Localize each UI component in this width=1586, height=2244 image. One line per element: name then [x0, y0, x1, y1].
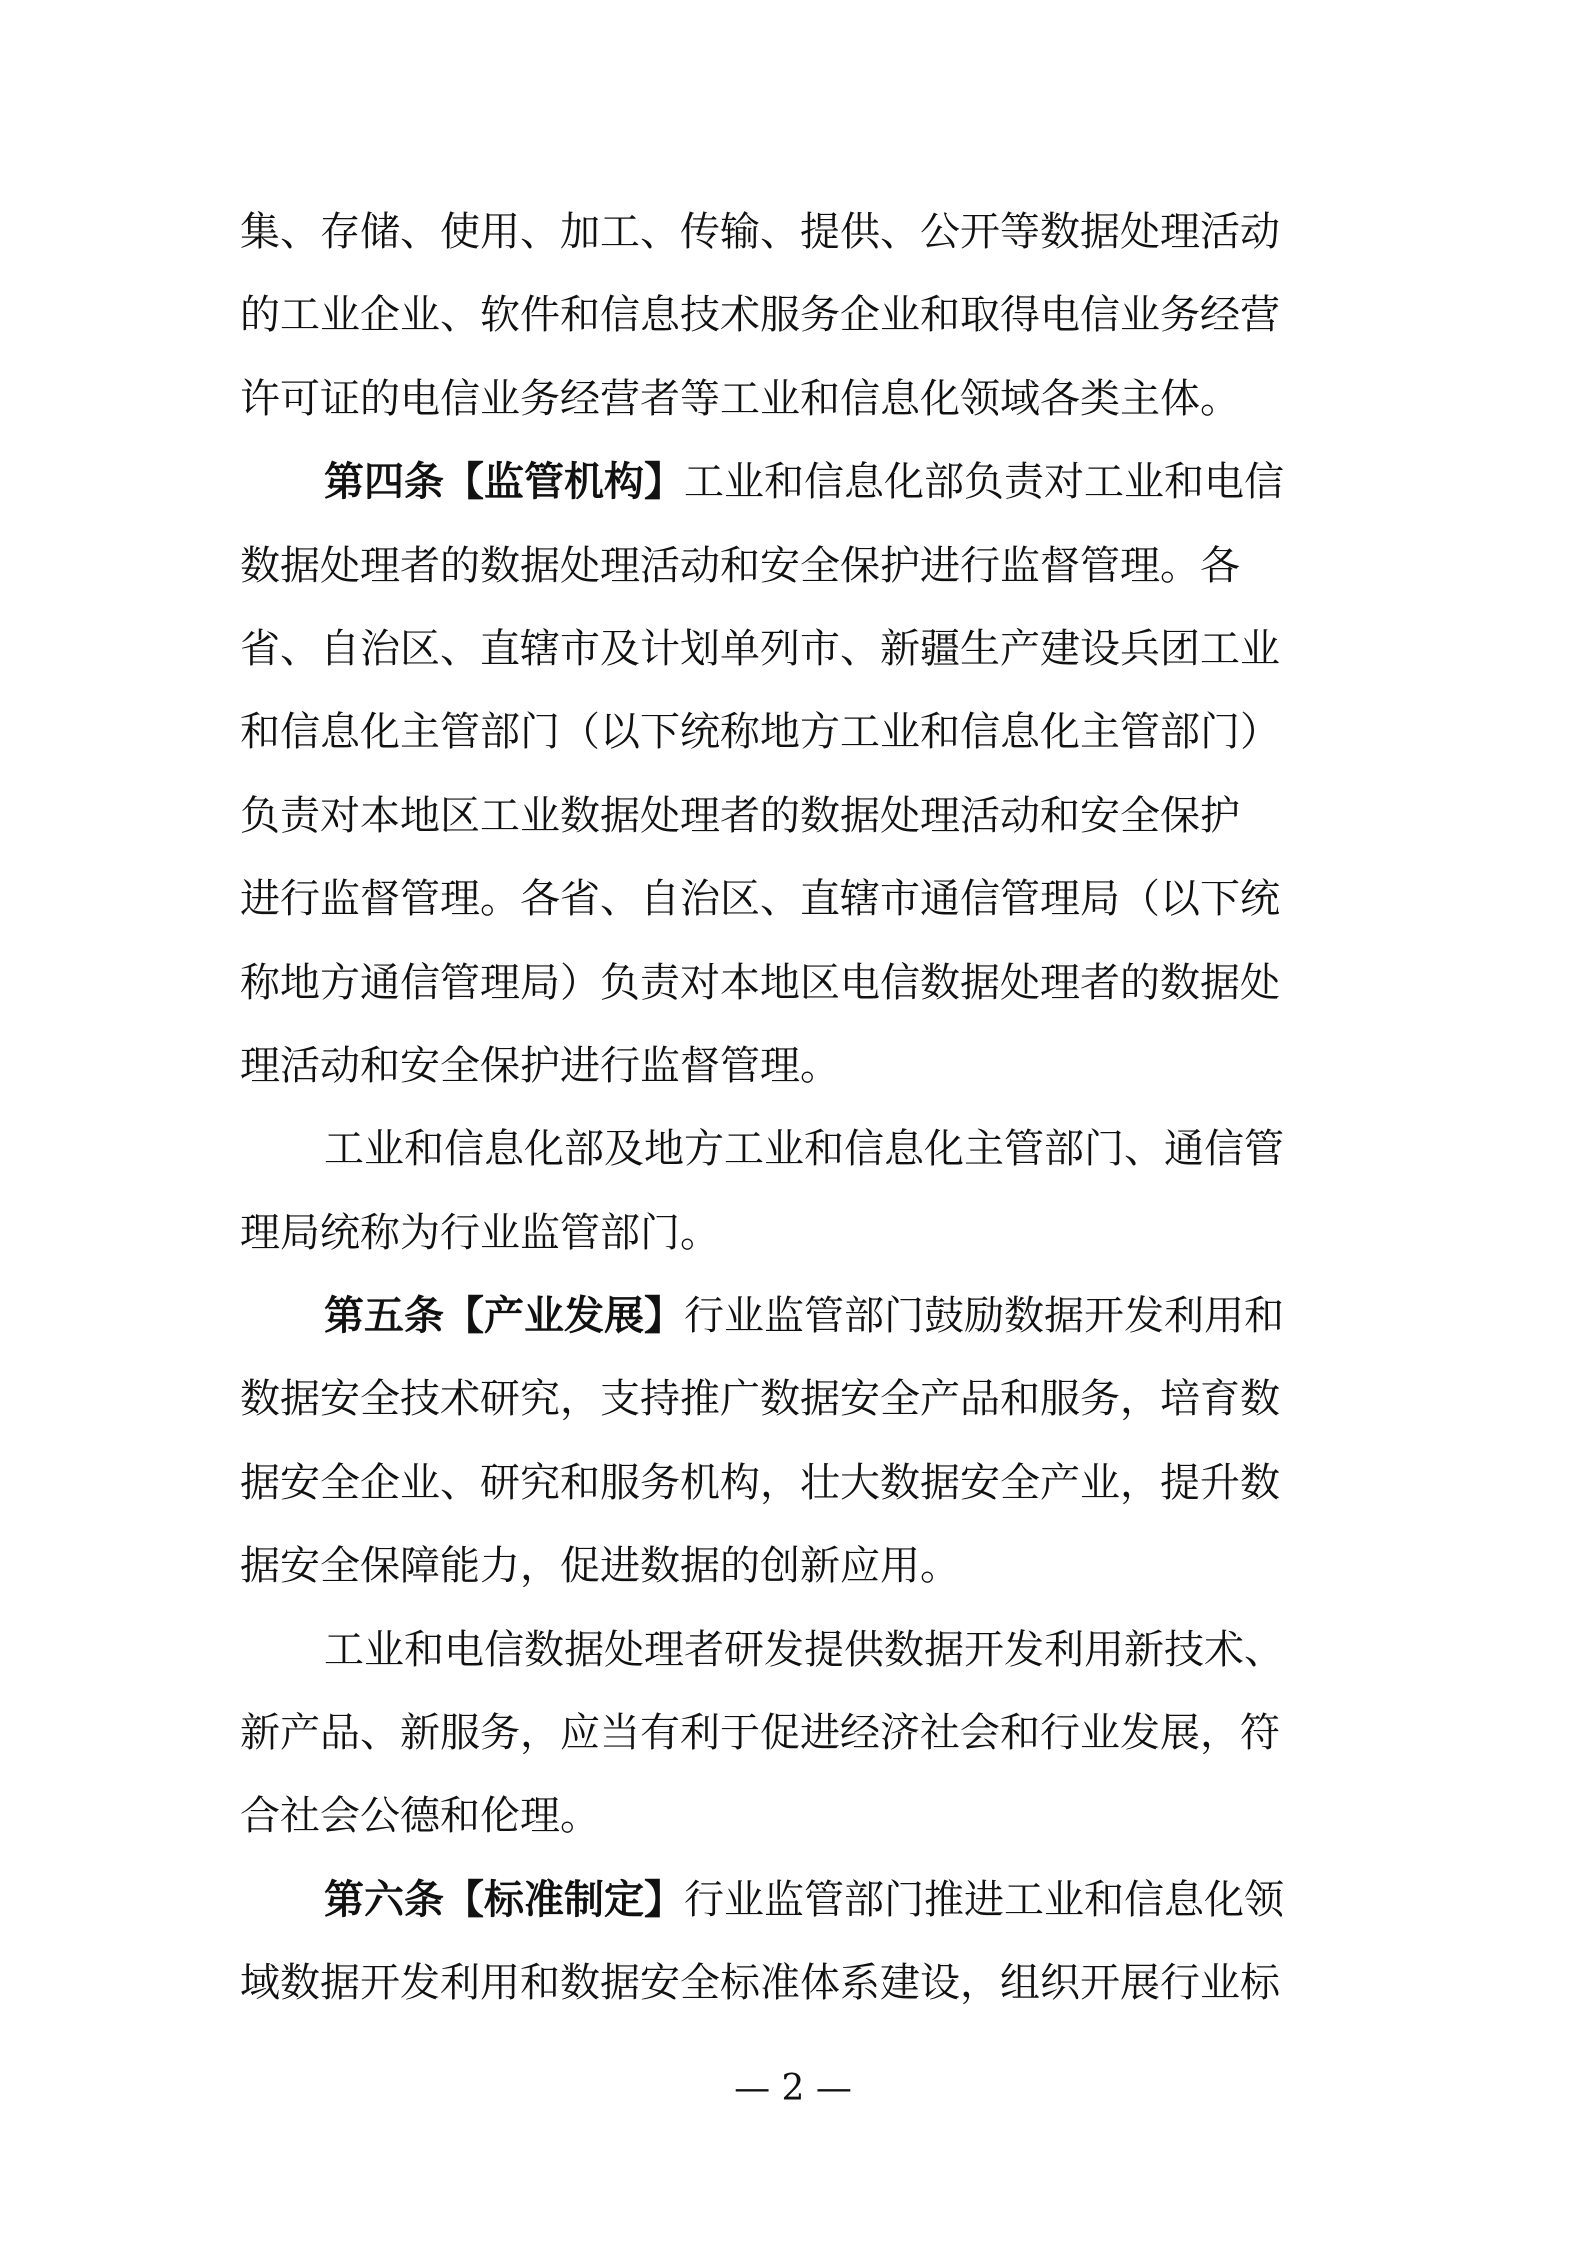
article-5-text: 行业监管部门鼓励数据开发利用和 — [684, 1293, 1284, 1340]
text-line: 负责对本地区工业数据处理者的数据处理活动和安全保护 — [240, 792, 1240, 839]
text-line: 和信息化主管部门（以下统称地方工业和信息化主管部门） — [240, 709, 1280, 756]
text-line: 称地方通信管理局）负责对本地区电信数据处理者的数据处 — [240, 959, 1280, 1006]
text-line: 据安全保障能力，促进数据的创新应用。 — [240, 1543, 960, 1590]
text-line: 集、存储、使用、加工、传输、提供、公开等数据处理活动 — [240, 209, 1280, 255]
body-text — [240, 191, 1342, 2026]
text-line: 工业和信息化部及地方工业和信息化主管部门、通信管 — [324, 1126, 1284, 1173]
article-6-text: 行业监管部门推进工业和信息化领 — [684, 1876, 1284, 1923]
article-4-heading-line — [240, 441, 1342, 524]
article-5-heading-line — [240, 1275, 1342, 1358]
text-line: 新产品、新服务，应当有利于促进经济社会和行业发展，符 — [240, 1710, 1280, 1757]
text-line: 合社会公德和伦理。 — [240, 1793, 600, 1840]
article-5-title: 第五条【产业发展】 — [324, 1293, 684, 1340]
text-line: 省、自治区、直辖市及计划单列市、新疆生产建设兵团工业 — [240, 625, 1280, 672]
article-6-title: 第六条【标准制定】 — [324, 1876, 684, 1923]
text-line: 数据安全技术研究，支持推广数据安全产品和服务，培育数 — [240, 1376, 1280, 1423]
text-line: 的工业企业、软件和信息技术服务企业和取得电信业务经营 — [240, 292, 1280, 339]
article-6-heading-line — [240, 1859, 1342, 1942]
text-line: 理局统称为行业监管部门。 — [240, 1209, 720, 1256]
text-line: 许可证的电信业务经营者等工业和信息化领域各类主体。 — [240, 375, 1240, 422]
text-line: 据安全企业、研究和服务机构，壮大数据安全产业，提升数 — [240, 1459, 1280, 1506]
text-line: 理活动和安全保护进行监督管理。 — [240, 1042, 840, 1089]
text-line: 工业和电信数据处理者研发提供数据开发利用新技术、 — [324, 1626, 1284, 1673]
article-4-text: 工业和信息化部负责对工业和电信 — [684, 459, 1284, 506]
text-line: 域数据开发利用和数据安全标准体系建设，组织开展行业标 — [240, 1960, 1280, 2007]
article-4-title: 第四条【监管机构】 — [324, 459, 684, 506]
page-number: — 2 — — [734, 2068, 852, 2109]
text-line: 数据处理者的数据处理活动和安全保护进行监督管理。各 — [240, 542, 1240, 589]
text-line: 进行监督管理。各省、自治区、直辖市通信管理局（以下统 — [240, 876, 1280, 923]
